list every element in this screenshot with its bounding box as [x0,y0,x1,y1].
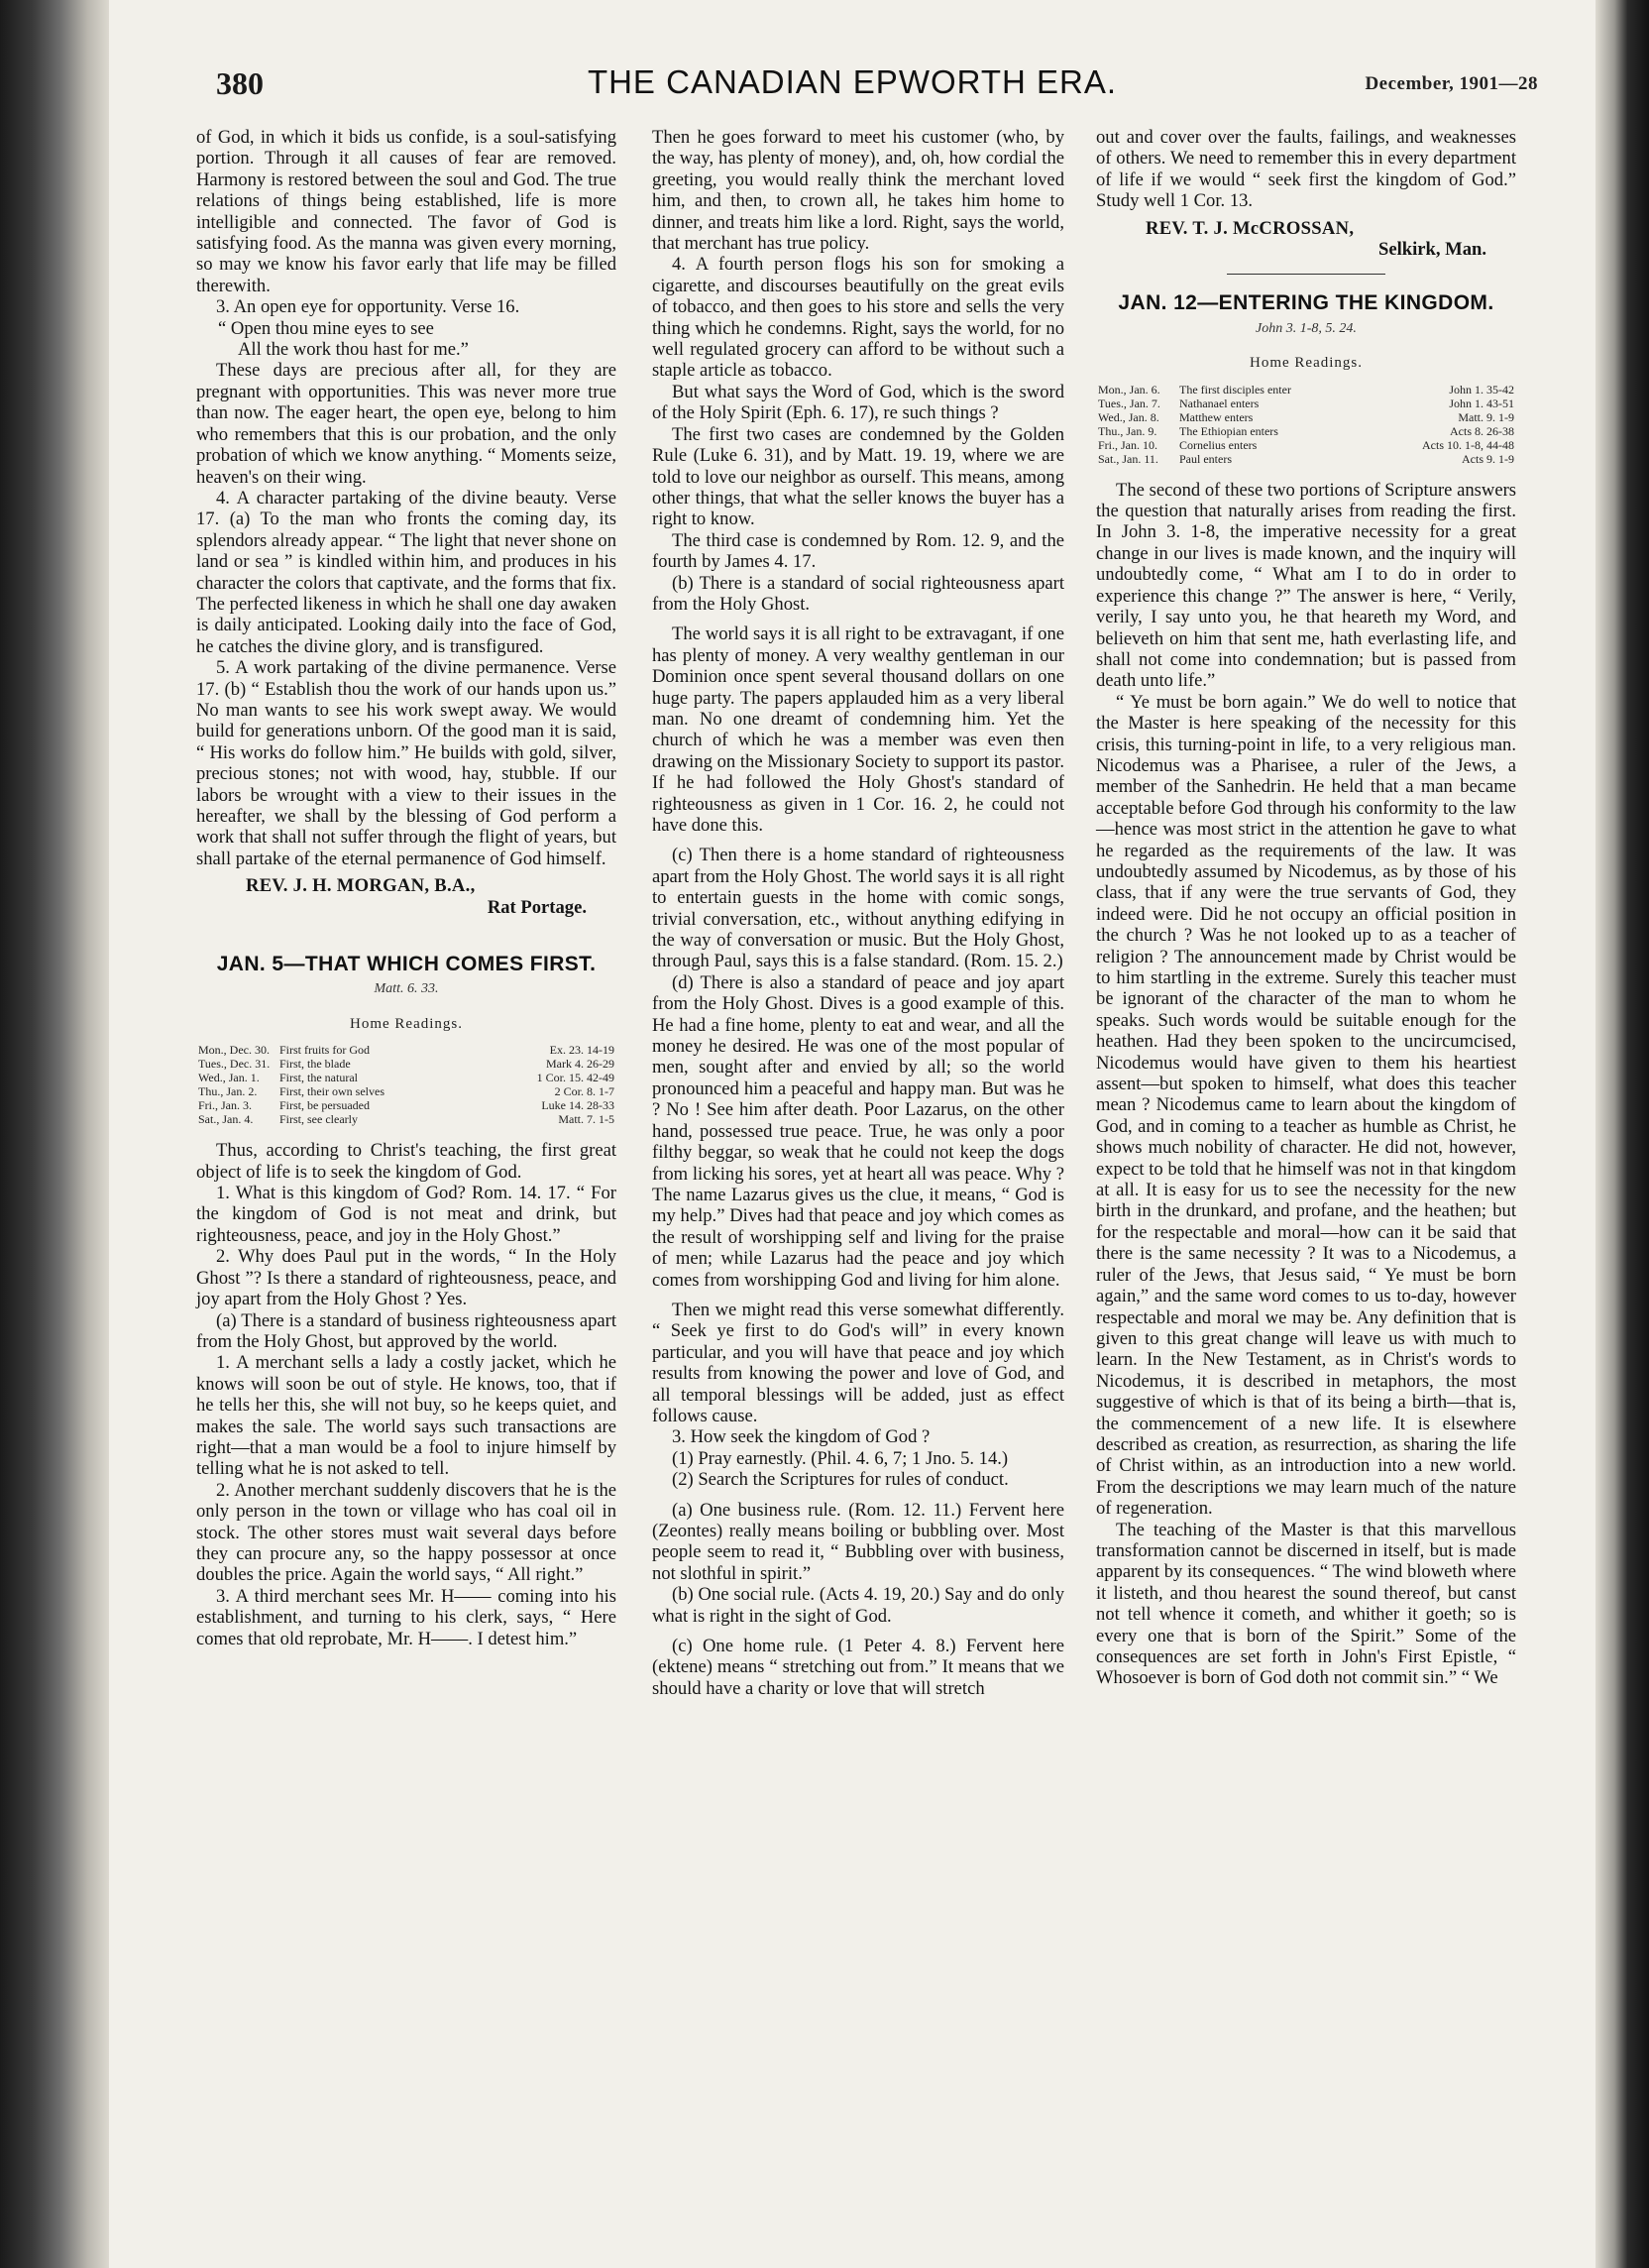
reading-ref: John 1. 35-42 [1449,382,1514,397]
paragraph: The second of these two portions of Scripture answers the question that naturally arises from reading the first. In John 3. 1-8, the imperative necessity for a great change in our lives is made known, and the inquiry will undoubtedly come, “ What am I to do in order to experience this change ?” The answer is here, “ Verily, verily, I say unto you, he that heareth my Word, and believeth on him that sent me, hath everlasting life, and shall not come into condemnation; but is passed from death unto life.” [1096,479,1516,692]
table-row [196,1043,616,1057]
table-row [1096,438,1516,452]
paragraph: Then he goes forward to meet his customer (who, by the way, has plenty of money), and, oh, how cordial the greeting, you would really think the merchant loved him, and then, to crown all, he takes him home to dinner, and treats him like a lord. Right, says the world, that merchant has true policy. [652,127,1064,255]
reading-topic: Cornelius enters [1179,437,1258,452]
paragraph: 3. How seek the kingdom of God ? [672,1426,931,1448]
reading-day: Thu., Jan. 2. [198,1084,258,1099]
table-row [1096,397,1516,410]
paragraph: (c) One home rule. (1 Peter 4. 8.) Fervent here (ektene) means “ stretching out from.” It means that we should have a charity or love that will stretch [652,1636,1064,1699]
paragraph: But what says the Word of God, which is the sword of the Holy Spirit (Eph. 6. 17), re such things ? [652,381,1064,424]
paragraph: 1. A merchant sells a lady a costly jacket, which he knows will soon be out of style. He knows, too, that if he tells her this, she will not buy, so he keeps quiet, and makes the sale. The world says such transactions are right—that a man would be a fool to injure himself by telling what he is not asked to tell. [196,1352,616,1480]
reading-day: Sat., Jan. 4. [198,1112,254,1127]
reading-ref: Ex. 23. 14-19 [549,1043,614,1058]
signature-place: Selkirk, Man. [1378,239,1486,261]
running-header [109,61,1595,111]
paragraph: (a) There is a standard of business righteousness apart from the Holy Ghost, but approved by the world. [196,1309,616,1352]
verse-line: “ Open thou mine eyes to see [218,317,434,339]
home-readings-table [196,1043,616,1126]
table-row [1096,410,1516,424]
reading-topic: First, their own selves [279,1084,385,1099]
section-heading: JAN. 12—ENTERING THE KINGDOM. [1118,291,1494,315]
book-binding [0,0,109,2268]
reading-ref: 2 Cor. 8. 1-7 [554,1084,614,1099]
reading-ref: John 1. 43-51 [1449,396,1514,410]
reading-topic: First, the natural [279,1071,358,1085]
reading-day: Tues., Dec. 31. [198,1057,271,1072]
home-readings-title: Home Readings. [350,1015,463,1032]
paragraph: 5. A work partaking of the divine permanence. Verse 17. (b) “ Establish thou the work of our hands upon us.” No man wants to see his work swept away. We would build for generations unborn. Of the good man it is said, “ His works do follow him.” He builds with gold, silver, precious stones; not with wood, hay, stubble. If our labors be wrought with a view to their issues in the hereafter, we shall by the blessing of God perform a work that shall not suffer through the flight of years, but shall partake of the eternal permanence of God himself. [196,657,616,869]
reading-topic: Nathanael enters [1179,396,1260,410]
home-readings-table [1096,383,1516,466]
reading-day: Thu., Jan. 9. [1098,423,1157,438]
reading-day: Mon., Dec. 30. [198,1043,270,1058]
paragraph: Thus, according to Christ's teaching, the first great object of life is to seek the kingdom of God. [196,1140,616,1183]
section-scripture: John 3. 1-8, 5. 24. [1256,320,1357,336]
table-row [196,1071,616,1084]
table-row [1096,383,1516,397]
signature-name: REV. T. J. McCROSSAN, [1146,217,1355,239]
paragraph: out and cover over the faults, failings, and weaknesses of others. We need to remember this in every department of life if we would “ seek first the kingdom of God.” Study well 1 Cor. 13. [1096,127,1516,212]
page-number: 380 [216,65,264,101]
reading-ref: Acts 10. 1-8, 44-48 [1422,437,1514,452]
reading-ref: Mark 4. 26-29 [546,1057,614,1072]
paragraph: (c) Then there is a home standard of righteousness apart from the Holy Ghost. The world says it is all right to entertain guests in the home with comic songs, trivial conversation, etc., without anything edifying in the way of conversation or music. But the Holy Ghost, through Paul, says this is a false standard. (Rom. 15. 2.) [652,845,1064,972]
column-3 [1096,127,1516,1689]
reading-ref: Matt. 9. 1-9 [1458,409,1514,424]
reading-day: Mon., Jan. 6. [1098,382,1160,397]
column-1 [196,127,616,1649]
section-heading: JAN. 5—THAT WHICH COMES FIRST. [216,953,597,976]
table-row [196,1084,616,1098]
table-row [1096,452,1516,466]
signature-name: REV. J. H. MORGAN, B.A., [246,875,476,897]
paragraph: 3. An open eye for opportunity. Verse 16. [216,296,520,318]
paragraph: 2. Another merchant suddenly discovers that he is the only person in the town or village who has coal oil in stock. The other stores must wait several days before they can procure any, so the happy possessor at once doubles the price. Again the world says, “ All right.” [196,1479,616,1586]
reading-ref: Luke 14. 28-33 [541,1098,614,1113]
signature-place: Rat Portage. [487,896,587,918]
reading-day: Wed., Jan. 8. [1098,409,1159,424]
paragraph: 4. A fourth person flogs his son for smoking a cigarette, and discourses beautifully on the great evils of tobacco, and then goes to his store and sells the very thing which he condemns. Right, says the world, for no well regulated grocery can afford to be without such a staple article as tobacco. [652,254,1064,382]
paragraph: 2. Why does Paul put in the words, “ In the Holy Ghost ”? Is there a standard of righteousness, peace, and joy apart from the Holy Ghost ? Yes. [196,1246,616,1310]
column-2 [652,127,1064,1699]
reading-topic: Matthew enters [1179,409,1254,424]
table-row [196,1057,616,1071]
next-page-edge [1595,0,1649,2268]
paragraph: 1. What is this kingdom of God? Rom. 14. 17. “ For the kingdom of God is not meat and drink, but righteousness, peace, and joy in the Holy Ghost.” [196,1183,616,1246]
paragraph: 3. A third merchant sees Mr. H—— coming into his establishment, and turning to his clerk, says, “ Here comes that old reprobate, Mr. H——. I detest him.” [196,1585,616,1649]
verse-line: All the work thou hast for me.” [238,339,469,361]
issue-date: December, 1901—28 [1365,73,1538,94]
reading-day: Tues., Jan. 7. [1098,396,1160,410]
paragraph: The world says it is all right to be extravagant, if one has plenty of money. A very wealthy gentleman in our Dominion once spent several thousand dollars on one huge party. The papers applauded him as a very liberal man. No one dreamt of condemning him. Yet the church of which he was a member was even then drawing on the Missionary Society to support its pastor. If he had followed the Holy Ghost's standard of righteousness as given in 1 Cor. 16. 2, he could not have done this. [652,624,1064,836]
paragraph: “ Ye must be born again.” We do well to notice that the Master is here speaking of the necessity for this crisis, this turning-point in life, to a very religious man. Nicodemus was a Pharisee, a ruler of the Jews, a member of the Sanhedrin. He held that a man became acceptable before God through his conformity to the law—hence was most strict in the attention he gave to what he regarded as the requirements of the law. It was undoubtedly assumed by Nicodemus, as by those of his class, that if any were the true servants of God, they indeed were. Did he not occupy an official position in the church ? Was he not looked up to as a teacher of religion ? The announcement made by Christ would be to him startling in the extreme. Surely this teacher must be ignorant of the character of the man to whom he speaks. Such words would be suitable enough for the heathen. Had they been spoken to the uncircumcised, Nicodemus would have given to them his heartiest assent—but spoken to himself, what does this teacher mean ? Nicodemus came to learn about the kingdom of God, and in coming to a teacher as humble as Christ, he shows much nobility of character. He did not, however, expect to be told that he himself was not in that kingdom at all. It is easy for us to see the necessity for the new birth in the drunkard, and profane, and the heathen; but for the respectable and moral—how can it be said that there is the same necessity ? It was to a Nicodemus, a ruler of the Jews, that Jesus said, “ Ye must be born again,” and the same word comes to us to-day, however respectable and moral we may be. Any definition that is given to this great change will leave us with much to learn. In the New Testament, as in Christ's words to Nicodemus, it is described in metaphors, the most suggestive of which is that of its being a birth—that is, the commencement of a new life. It is elsewhere described as creation, as resurrection, as sharing the life of Christ within, as an introduction into a new world. From the descriptions we may learn much of the nature of regeneration. [1096,691,1516,1520]
paragraph: The teaching of the Master is that this marvellous transformation cannot be discerned in itself, but is made apparent by its consequences. “ The wind bloweth where it listeth, and thou hearest the sound thereof, but canst not tell whence it cometh, and whither it goeth; so is every one that is born of the Spirit.” Some of the consequences are set forth in John's First Epistle, “ Whosoever is born of God doth not commit sin.” “ We [1096,1519,1516,1689]
reading-ref: Acts 9. 1-9 [1462,451,1514,466]
paragraph: (b) One social rule. (Acts 4. 19, 20.) Say and do only what is right in the sight of God. [652,1584,1064,1627]
home-readings-title: Home Readings. [1250,355,1363,372]
reading-day: Fri., Jan. 3. [198,1098,252,1113]
reading-topic: First, be persuaded [279,1098,370,1113]
reading-topic: Paul enters [1179,451,1232,466]
paragraph: (d) There is also a standard of peace and joy apart from the Holy Ghost. Dives is a good example of this. He had a fine home, plenty to eat and wear, and all the money he desired. He was one of the most popular of men, sought after and envied by all; so the world pronounced him a peaceful and happy man. But was he ? No ! See him after death. Poor Lazarus, on the other hand, possessed true peace. True, he was only a poor filthy beggar, so weak that he could not keep the dogs from licking his sores, yet at heart all was peace. Why ? The name Lazarus gives us the clue, it means, “ God is my help.” Dives had that peace and joy which comes as the result of worshipping self and living for the praise of men; while Lazarus had the peace and joy which comes from worshipping God and living for him alone. [652,971,1064,1291]
table-row [196,1098,616,1112]
paragraph: of God, in which it bids us confide, is a soul-satisfying portion. Through it all causes of fear are removed. Harmony is restored between the soul and God. The true relations of things being established, life is more intelligible and connected. The favor of God is satisfying food. As the manna was given every morning, so may we know his favor early that life may be filled therewith. [196,127,616,296]
paragraph: (b) There is a standard of social righteousness apart from the Holy Ghost. [652,572,1064,615]
reading-ref: 1 Cor. 15. 42-49 [536,1071,614,1085]
paragraph: 4. A character partaking of the divine beauty. Verse 17. (a) To the man who fronts the coming day, its splendors already appear. “ The light that never shone on land or sea ” is kindled within him, and produces in his character the colors that captivate, and the forms that fix. The perfected likeness in which he shall one day awaken is daily anticipated. Looking daily into the face of God, he catches the divine glory, and is transfigured. [196,487,616,657]
reading-topic: The first disciples enter [1179,382,1291,397]
table-row [196,1112,616,1126]
reading-day: Wed., Jan. 1. [198,1071,260,1085]
paragraph: The third case is condemned by Rom. 12. 9, and the fourth by James 4. 17. [652,529,1064,573]
reading-topic: First, see clearly [279,1112,358,1127]
paragraph: Then we might read this verse somewhat differently. “ Seek ye first to do God's will” in every known particular, and you will have that peace and joy which results from knowing the power and love of God, and all temporal blessings will be added, just as effect follows cause. [652,1299,1064,1426]
publication-title: THE CANADIAN EPWORTH ERA. [587,63,1118,100]
paragraph: (2) Search the Scriptures for rules of conduct. [672,1469,1009,1491]
paragraph: These days are precious after all, for they are pregnant with opportunities. This was never more true than now. The eager heart, the open eye, belong to him who remembers that this is our probation, and the only probation of which we know anything. “ Moments seize, heaven's on their wing. [196,360,616,488]
paragraph: (1) Pray earnestly. (Phil. 4. 6, 7; 1 Jno. 5. 14.) [672,1447,1009,1469]
reading-topic: The Ethiopian enters [1179,423,1278,438]
reading-topic: First, the blade [279,1057,351,1072]
reading-ref: Matt. 7. 1-5 [558,1112,614,1127]
section-scripture: Matt. 6. 33. [374,981,439,997]
reading-day: Fri., Jan. 10. [1098,437,1157,452]
table-row [1096,424,1516,438]
section-divider [1227,274,1385,275]
reading-day: Sat., Jan. 11. [1098,451,1158,466]
reading-topic: First fruits for God [279,1043,370,1058]
paragraph: The first two cases are condemned by the Golden Rule (Luke 6. 31), and by Matt. 19. 19, where we are told to love our neighbor as ourself. This means, among other things, that what the seller knows the buyer has a right to know. [652,423,1064,530]
reading-ref: Acts 8. 26-38 [1450,423,1514,438]
paragraph: (a) One business rule. (Rom. 12. 11.) Fervent here (Zeontes) really means boiling or bubbling over. Most people seem to read it, “ Bubbling over with business, not slothful in spirit.” [652,1499,1064,1584]
